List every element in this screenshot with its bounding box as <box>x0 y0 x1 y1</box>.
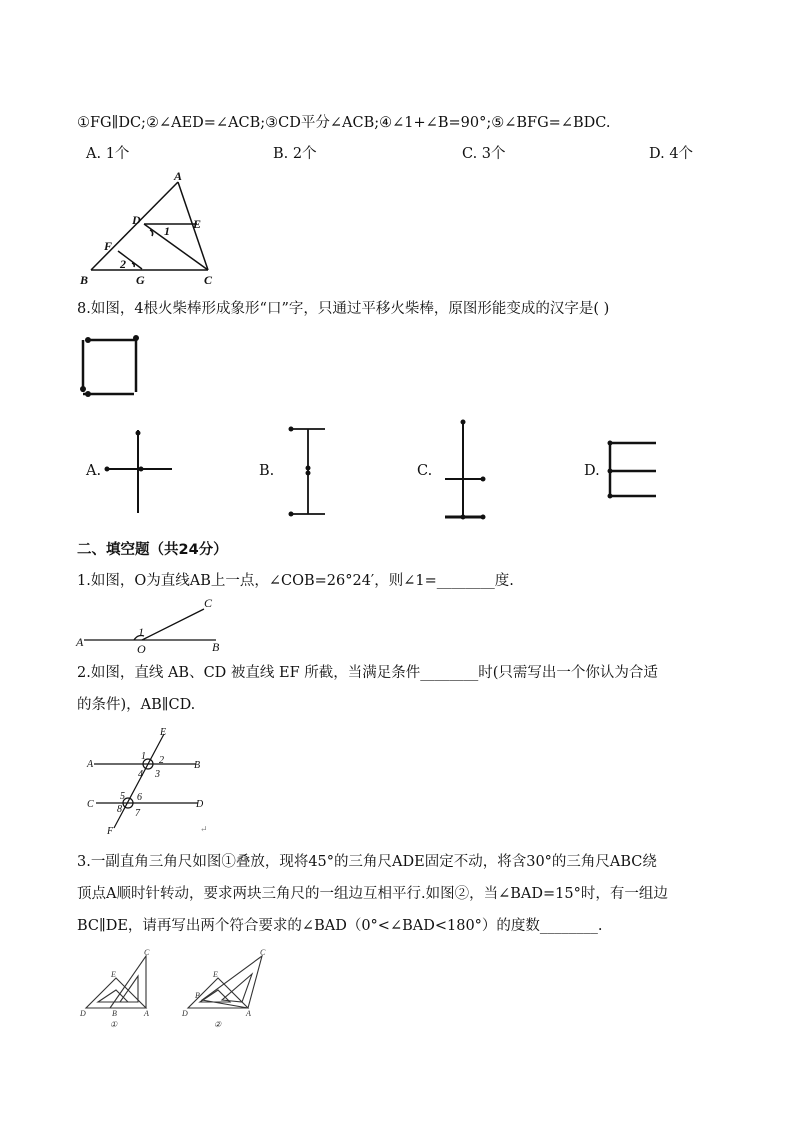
triangle-ade <box>86 978 146 1008</box>
q7-statement: ①FG∥DC;②∠AED=∠ACB;③CD平分∠ACB;④∠1+∠B=90°;⑤∠BFG=∠BDC. <box>77 115 611 131</box>
q7-option-c: C. 3个 <box>462 146 506 162</box>
label-angle6: 6 <box>137 792 142 803</box>
fill3-figure-1 <box>78 948 158 1030</box>
q8-option-d-figure <box>604 436 664 502</box>
label-angle5: 5 <box>120 791 125 802</box>
label-angle4: 4 <box>138 769 143 780</box>
fill2-figure <box>84 726 224 838</box>
label-b: B <box>112 1009 117 1018</box>
label-fig2: ② <box>214 1020 222 1029</box>
svg-text:↵: ↵ <box>200 824 208 834</box>
label-c: C <box>204 596 213 610</box>
label-angle2: 2 <box>120 257 126 271</box>
triangle-abc-rotated <box>202 956 262 1008</box>
label-angle3: 3 <box>155 769 160 780</box>
fill3-question-line3: BC∥DE，请再写出两个符合要求的∠BAD（0°<∠BAD<180°）的度数________. <box>77 918 603 934</box>
label-f: F <box>107 826 114 837</box>
fill1-figure <box>76 596 236 656</box>
q8-question: 8.如图，4根火柴棒形成象形“口”字，只通过平移火柴棒，原图形能变成的汉字是( ) <box>77 301 610 317</box>
label-a: A <box>144 1009 149 1018</box>
label-angle7: 7 <box>135 808 140 819</box>
label-d: D <box>80 1009 86 1018</box>
label-f: F <box>104 239 113 253</box>
fill2-question-line1: 2.如图，直线 AB、CD 被直线 EF 所截，当满足条件________时(只需写出一个你认为合适 <box>77 665 658 681</box>
fill3-figure-2 <box>180 948 272 1030</box>
label-d: D <box>182 1009 188 1018</box>
label-e: E <box>160 727 167 738</box>
label-c: C <box>87 799 94 810</box>
label-a: A <box>76 635 84 649</box>
q8-option-b-label: B. <box>259 463 275 479</box>
label-e: E <box>213 970 218 979</box>
label-d: D <box>196 799 204 810</box>
label-c: C <box>144 948 150 957</box>
q8-option-b-figure <box>283 422 333 522</box>
label-d: D <box>132 213 141 227</box>
fill3-question-line1: 3.一副直角三角尺如图①叠放，现将45°的三角尺ADE固定不动，将含30°的三角尺ABC绕 <box>77 854 657 870</box>
label-b: B <box>194 760 201 771</box>
q8-option-a-figure <box>100 425 180 520</box>
label-angle2: 2 <box>159 755 164 766</box>
label-c: C <box>204 273 213 287</box>
fill3-question-line2: 顶点A顺时针转动，要求两块三角尺的一组边互相平行.如图②，当∠BAD=15°时，有一组边 <box>77 886 668 902</box>
angle2-arc <box>132 263 134 267</box>
q8-option-d-label: D. <box>584 463 600 479</box>
q7-option-a: A. 1个 <box>86 146 130 162</box>
label-a: A <box>87 759 94 770</box>
label-c: C <box>260 948 266 957</box>
label-angle1: 1 <box>164 224 170 238</box>
q7-triangle-figure <box>80 169 230 287</box>
label-e: E <box>111 970 116 979</box>
label-b: B <box>195 991 200 1000</box>
fill2-question-line2: 的条件)，AB∥CD. <box>77 697 196 713</box>
q8-option-c-figure <box>438 417 493 525</box>
label-e: E <box>193 217 202 231</box>
triangle-abc <box>110 956 146 1008</box>
ray-oc <box>142 609 204 640</box>
q7-option-b: B. 2个 <box>273 146 317 162</box>
label-o: O <box>137 642 146 656</box>
label-g: G <box>136 273 145 287</box>
q8-kou-figure <box>78 334 142 400</box>
q8-option-c-label: C. <box>417 463 433 479</box>
label-angle1: 1 <box>141 751 146 762</box>
label-fig1: ① <box>110 1020 118 1029</box>
label-b: B <box>212 640 220 654</box>
label-a: A <box>246 1009 251 1018</box>
label-angle8: 8 <box>117 804 122 815</box>
section-title: 二、填空题（共24分） <box>77 542 228 558</box>
q8-option-a-label: A. <box>86 463 102 479</box>
label-angle1: 1 <box>138 625 144 639</box>
angle1-arc <box>150 230 153 236</box>
q7-option-d: D. 4个 <box>649 146 694 162</box>
fill1-question: 1.如图，O为直线AB上一点，∠COB=26°24′，则∠1=________度. <box>77 573 514 589</box>
label-b: B <box>80 273 89 287</box>
label-a: A <box>174 169 183 183</box>
